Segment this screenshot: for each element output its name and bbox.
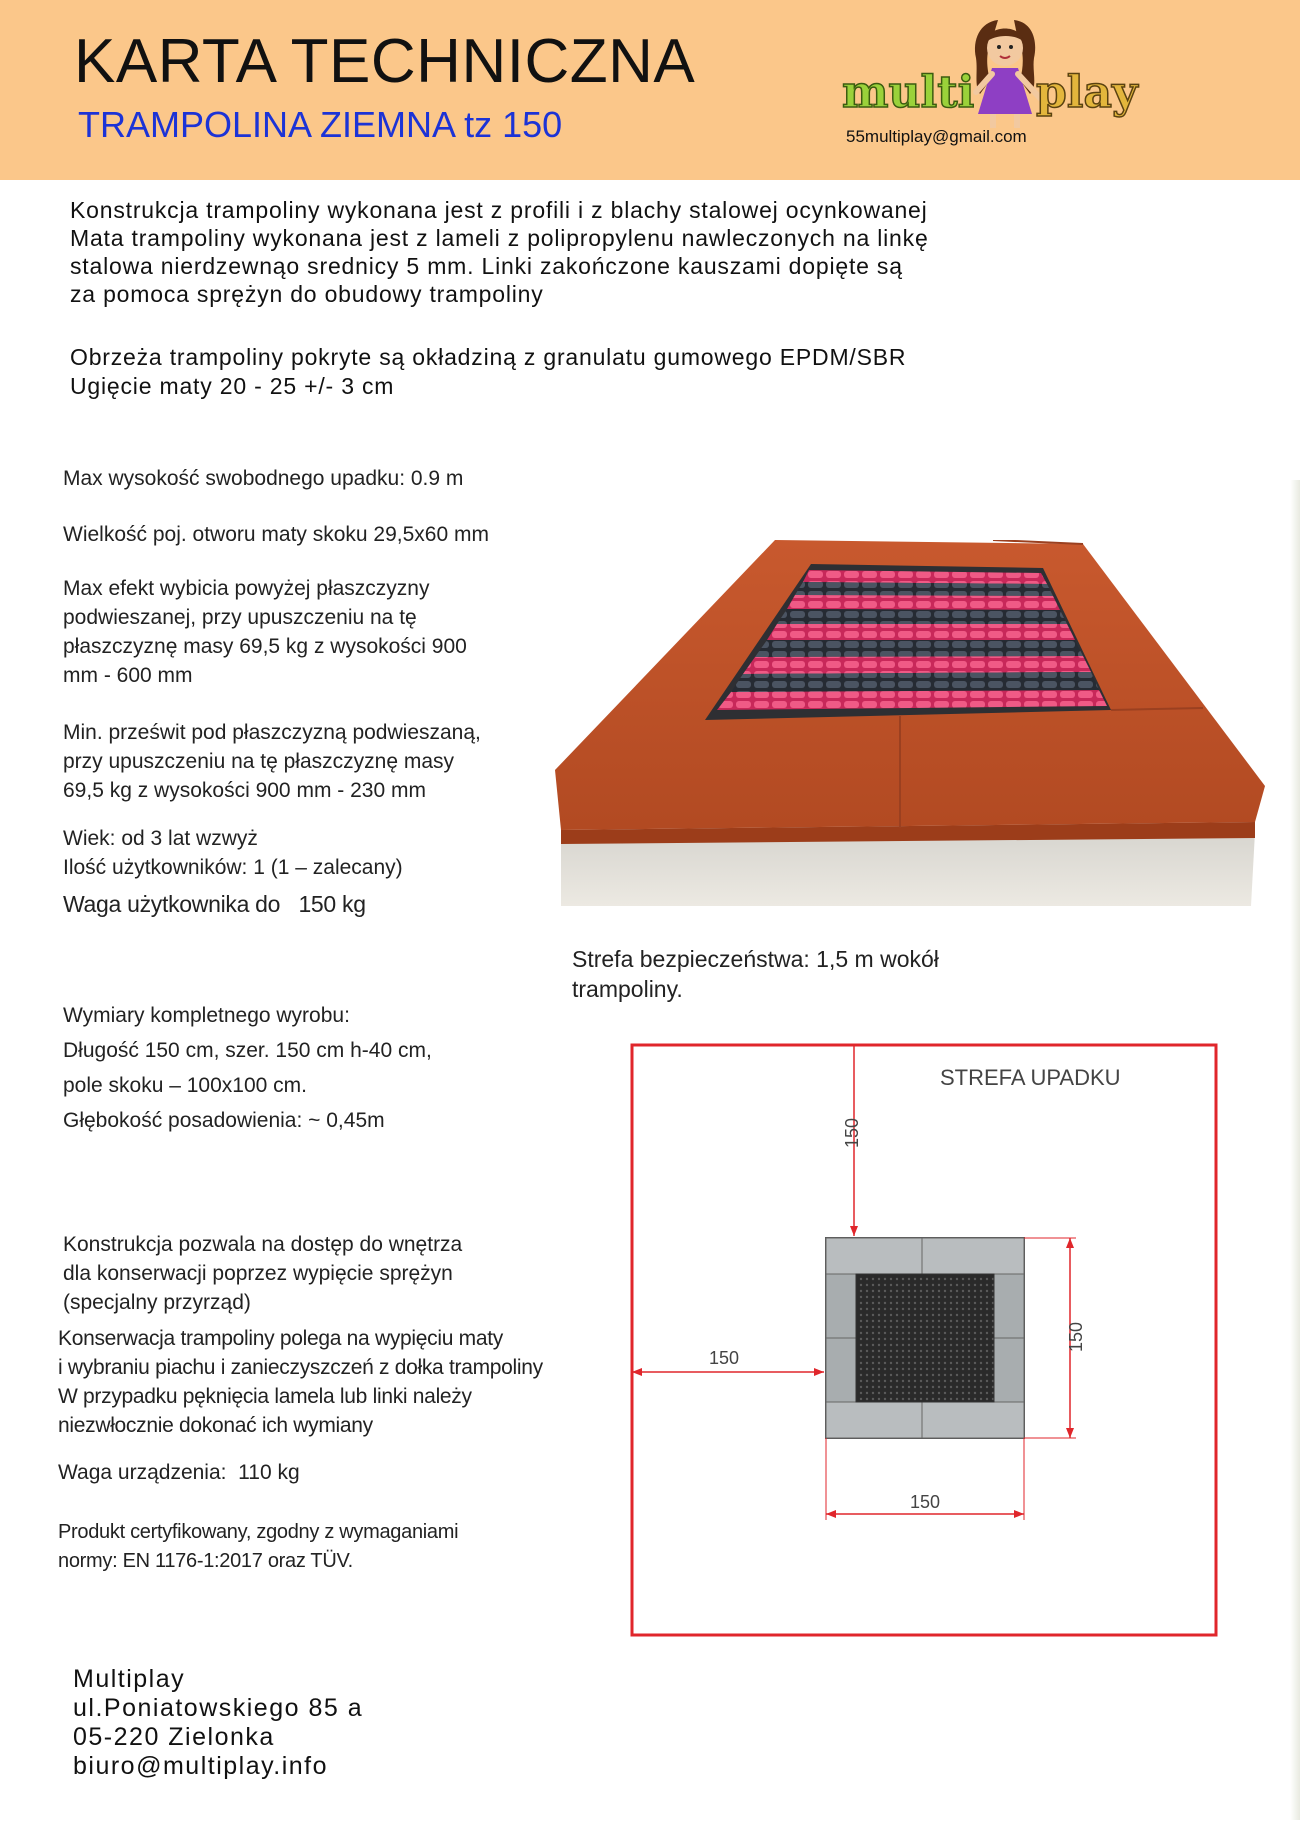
spec-text: Waga użytkownika do 150 kg <box>63 891 366 917</box>
fall-zone-label: STREFA UPADKU <box>940 1065 1121 1090</box>
spec-text: i wybraniu piachu i zanieczyszczeń z dołka trampoliny <box>58 1356 543 1379</box>
safety-zone-text <box>572 944 939 1004</box>
logo-wordmark-multi: multi <box>842 67 975 118</box>
spec-text: dla konserwacji poprzez wypięcie sprężyn <box>63 1262 453 1285</box>
spec-text: W przypadku pęknięcia lamela lub linki należy <box>58 1385 472 1408</box>
spec-text: Długość 150 cm, szer. 150 cm h-40 cm, <box>63 1039 432 1062</box>
contact-street: ul.Poniatowskiego 85 a <box>73 1694 364 1722</box>
dimension-right <box>1024 1238 1086 1438</box>
spec-text: Głębokość posadowienia: ~ 0,45m <box>63 1109 385 1132</box>
contact-city: 05-220 Zielonka <box>73 1723 275 1751</box>
page-edge-shadow <box>1290 480 1300 1820</box>
svg-text:150: 150 <box>708 1348 740 1368</box>
svg-text:150: 150 <box>909 1492 941 1512</box>
intro-line: Ugięcie maty 20 - 25 +/- 3 cm <box>70 373 395 399</box>
spec-rebound <box>63 574 467 690</box>
spec-text: Max efekt wybicia powyżej płaszczyzny <box>63 577 430 600</box>
intro-line: Obrzeża trampoliny pokryte są okładziną z granulatu gumowego EPDM/SBR <box>70 344 907 370</box>
trampoline-photo <box>555 540 1275 910</box>
contact-block <box>73 1665 363 1781</box>
spec-text: Produkt certyfikowany, zgodny z wymaganiami <box>58 1521 459 1543</box>
spec-clearance <box>63 718 481 805</box>
contact-company: Multiplay <box>73 1665 186 1693</box>
page-title: KARTA TECHNICZNA <box>74 27 696 96</box>
svg-text:150: 150 <box>1066 1321 1086 1352</box>
intro-line: Konstrukcja trampoliny wykonana jest z profili i z blachy stalowej ocynkowanej <box>70 197 928 223</box>
spec-text: (specjalny przyrząd) <box>63 1291 251 1314</box>
spec-text: podwieszanej, przy upuszczeniu na tę <box>63 606 417 629</box>
header-email[interactable]: 55multiplay@gmail.com <box>846 127 1027 146</box>
spec-text: 69,5 kg z wysokości 900 mm - 230 mm <box>63 779 426 802</box>
spec-text: Wielkość poj. otworu maty skoku 29,5x60 mm <box>63 523 489 546</box>
svg-text:150: 150 <box>842 1117 862 1148</box>
dimension-bottom <box>826 1438 1024 1520</box>
page-subtitle: TRAMPOLINA ZIEMNA tz 150 <box>78 104 563 145</box>
spec-text: Min. prześwit pod płaszczyzną podwieszaną, <box>63 721 481 744</box>
spec-text: Ilość użytkowników: 1 (1 – zalecany) <box>63 856 403 879</box>
spec-opening-size <box>63 520 489 549</box>
logo-wordmark-play: play <box>1036 67 1138 118</box>
contact-email[interactable]: biuro@multiplay.info <box>73 1752 329 1780</box>
intro-paragraph-2 <box>70 343 906 401</box>
girl-mascot-icon <box>975 20 1040 128</box>
spec-text: Konserwacja trampoliny polega na wypięciu maty <box>58 1327 503 1350</box>
spec-text: Konstrukcja pozwala na dostęp do wnętrza <box>63 1233 463 1256</box>
spec-age-users <box>63 824 403 882</box>
spec-dimensions <box>63 998 432 1138</box>
safety-line: Strefa bezpieczeństwa: 1,5 m wokół <box>572 946 939 972</box>
spec-text: Wiek: od 3 lat wzwyż <box>63 827 258 850</box>
spec-user-weight <box>63 890 366 919</box>
spec-text: mm - 600 mm <box>63 664 193 687</box>
spec-text: płaszczyznę masy 69,5 kg z wysokości 900 <box>63 635 467 658</box>
spec-text: Waga urządzenia: 110 kg <box>58 1461 300 1484</box>
spec-device-weight <box>58 1458 300 1487</box>
fall-zone-diagram <box>600 1030 1240 1650</box>
dimension-left <box>632 1348 824 1376</box>
intro-paragraph <box>70 196 929 308</box>
spec-fall-height <box>63 464 463 493</box>
trampoline-top-view <box>826 1238 1024 1438</box>
safety-line: trampoliny. <box>572 976 683 1002</box>
spec-text: przy upuszczeniu na tę płaszczyznę masy <box>63 750 455 773</box>
dimension-top <box>842 1045 862 1236</box>
intro-line: za pomoca sprężyn do obudowy trampoliny <box>70 281 544 307</box>
spec-text: Max wysokość swobodnego upadku: 0.9 m <box>63 467 464 490</box>
spec-text: pole skoku – 100x100 cm. <box>63 1074 307 1097</box>
spec-maintenance <box>58 1324 543 1440</box>
spec-access <box>63 1230 462 1317</box>
spec-text: normy: EN 1176-1:2017 oraz TÜV. <box>58 1550 353 1572</box>
spec-text: Wymiary kompletnego wyrobu: <box>63 1004 350 1027</box>
intro-line: stalowa nierdzewnąo srednicy 5 mm. Linki zakończone kauszami dopięte są <box>70 253 903 279</box>
multiplay-logo <box>840 10 1180 135</box>
spec-text: niezwłocznie dokonać ich wymiany <box>58 1414 373 1437</box>
intro-line: Mata trampoliny wykonana jest z lameli z polipropylenu nawleczonych na linkę <box>70 225 929 251</box>
spec-certification <box>58 1518 458 1576</box>
